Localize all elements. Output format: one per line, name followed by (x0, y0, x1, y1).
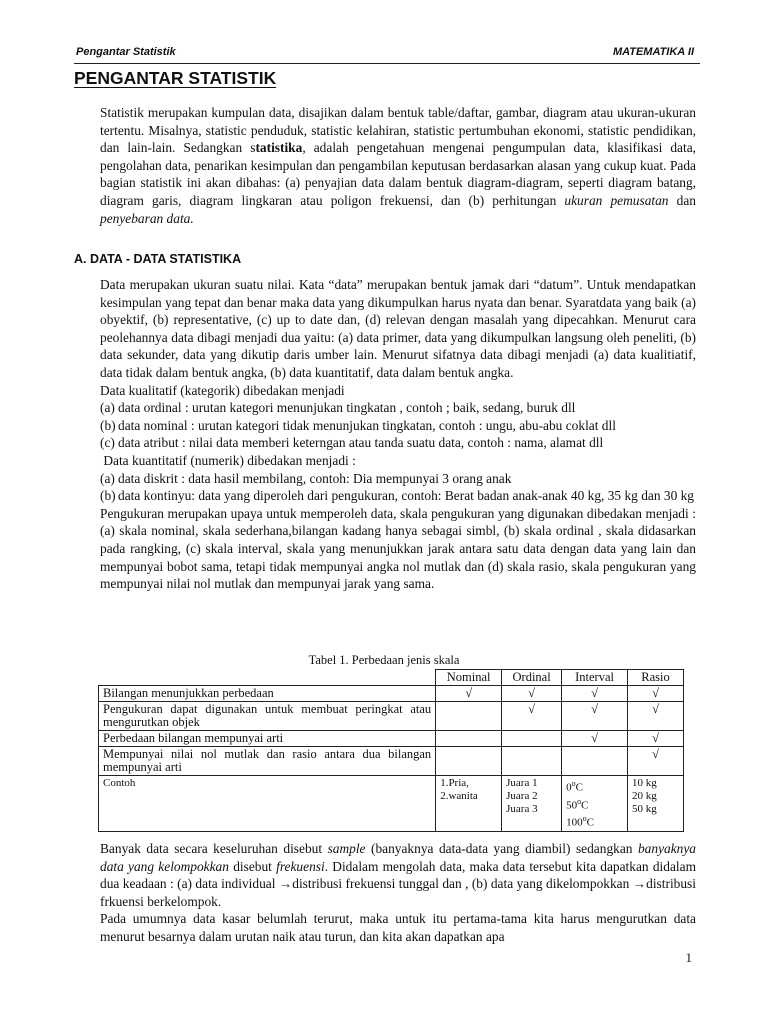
section-heading: A. DATA - DATA STATISTIKA (74, 252, 242, 266)
col-interval: Interval (562, 670, 628, 686)
list-item: (b) data kontinyu: data yang diperoleh dari pengukuran, contoh: Berat badan anak-anak 40 kg, 35 kg dan 30 kg (100, 488, 694, 504)
intro-paragraph: Statistik merupakan kumpulan data, disajikan dalam bentuk table/daftar, gambar, diagram atau ukuran-ukuran tertentu. Misalnya, statistic penduduk, statistic kelahiran, statistic pertumbuhan ekonomi, statistic pendidikan, dan lain-lain. Sedangkan statistika, adalah pengetahuan mengenai pengumpulan data, klasifikasi data, pengolahan data, penarikan kesimpulan dan pengambilan keputusan berdasarkan alasan yang cukup kuat. Pada bagian statistik ini akan dibahas: (a) penyajian data dalam bentuk diagram-diagram, seperti diagram batang, diagram garis, diagram lingkaran atau poligon frekuensi, dan (b) perhitungan ukuran pemusatan dan penyebaran data. (100, 105, 696, 226)
arrow-icon: → (632, 876, 647, 892)
sample-paragraph: Banyak data secara keseluruhan disebut sample (banyaknya data-data yang diambil) sedangkan banyaknya data yang kelompokkan disebut frekuensi. Didalam mengolah data, maka data tersebut kita dapatkan didalam dua keadaan : (a) data individual →distribusi frekuensi tunggal dan , (b) data yang dikelompokkan →distribusi frkuensi berkelompok. (100, 841, 696, 909)
qualitative-intro: Data kualitatif (kategorik) dibedakan menjadi (100, 382, 345, 398)
col-nominal: Nominal (436, 670, 502, 686)
example-ordinal: Juara 1 Juara 2 Juara 3 (502, 776, 562, 832)
list-item: (b) data nominal : urutan kategori tidak menunjukan tingkatan, contoh : ungu, abu-abu coklat dll (100, 417, 616, 433)
table-corner (99, 670, 436, 686)
table-row: Perbedaan bilangan mempunyai arti √ √ (99, 731, 684, 747)
table-caption: Tabel 1. Perbedaan jenis skala (308, 653, 460, 667)
header-left: Pengantar Statistik (76, 46, 176, 58)
arrow-icon: → (278, 876, 293, 892)
table-row: Bilangan menunjukkan perbedaan √ √ √ √ (99, 686, 684, 702)
list-item: (c) data atribut : nilai data memberi keterngan atau tanda suatu data, contoh : nama, alamat dll (100, 435, 604, 451)
table-row: Pengukuran dapat digunakan untuk membuat peringkat atau mengurutkan objek √ √ √ (99, 702, 684, 731)
measurement-paragraph: Pengukuran merupakan upaya untuk memperoleh data, skala pengukuran yang digunakan dibedakan menjadi : (a) skala nominal, skala sederhana,bilangan kadang hanya sebagai simbl, (b) skala ordinal , skala didasarkan pada rangking, (c) skala interval, skala yang menunjukkan jarak antara satu data dengan data yang lain dan mempunyai bobot sama, tetapi tidak mempunyai angka nol mutlak dan (d) skala rasio, skala pengukuran yang mempunyai nilai nol mutlak dan mempunyai jarak yang sama. (100, 505, 696, 592)
closing-section (100, 840, 696, 946)
quantitative-intro: Data kuantitatif (numerik) dibedakan menjadi : (100, 452, 356, 468)
sorting-paragraph: Pada umumnya data kasar belumlah terurut, maka untuk itu pertama-tama kita harus mengurutkan data menurut besarnya dalam urutan naik atau turun, dan kita akan dapatkan apa (100, 911, 696, 944)
table-header-row (99, 670, 684, 686)
list-item: (a) data diskrit : data hasil membilang, contoh: Dia mempunyai 3 orang anak (100, 470, 512, 486)
section-a-body (100, 276, 696, 593)
col-rasio: Rasio (628, 670, 684, 686)
data-paragraph: Data merupakan ukuran suatu nilai. Kata “data” merupakan bentuk jamak dari “datum”. Untuk mendapatkan kesimpulan yang tepat dan benar maka data yang dikumpulkan harus nyata dan benar. Syaratdata yang baik (a) obyektif, (b) representative, (c) up to date dan, (d) relevan dengan masalah yang dipecahkan. Menurut cara peolehannya data dibagi menjadi dua yaitu: (a) data primer, data yang dikumpulkan langsung oleh peneliti, (b) data sekunder, data yang dikutip daris umber lain. Menurut sifatnya data dibagi menjadi (a) data kualitiatif, data tidak dalam bentuk angka, (b) data kuantitatif, data dalam bentuk angka. (100, 277, 696, 380)
header-divider (74, 63, 700, 64)
table-example-row (99, 776, 684, 832)
col-ordinal: Ordinal (502, 670, 562, 686)
table-row: Mempunyai nilai nol mutlak dan rasio antara dua bilangan mempunyai arti √ (99, 747, 684, 776)
example-interval: 0$^o$C 50$^o$C 100$^o$C (562, 776, 628, 832)
list-item: (a) data ordinal : urutan kategori menunjukan tingkatan , contoh ; baik, sedang, buruk dll (100, 400, 576, 416)
example-nominal: 1.Pria, 2.wanita (436, 776, 502, 832)
page-title: PENGANTAR STATISTIK (74, 68, 277, 88)
example-label: Contoh (99, 776, 436, 832)
page-header (74, 44, 700, 62)
header-right: MATEMATIKA II (612, 46, 694, 58)
scale-comparison-table (98, 669, 684, 832)
page-number: 1 (685, 950, 692, 965)
example-rasio: 10 kg 20 kg 50 kg (628, 776, 684, 832)
